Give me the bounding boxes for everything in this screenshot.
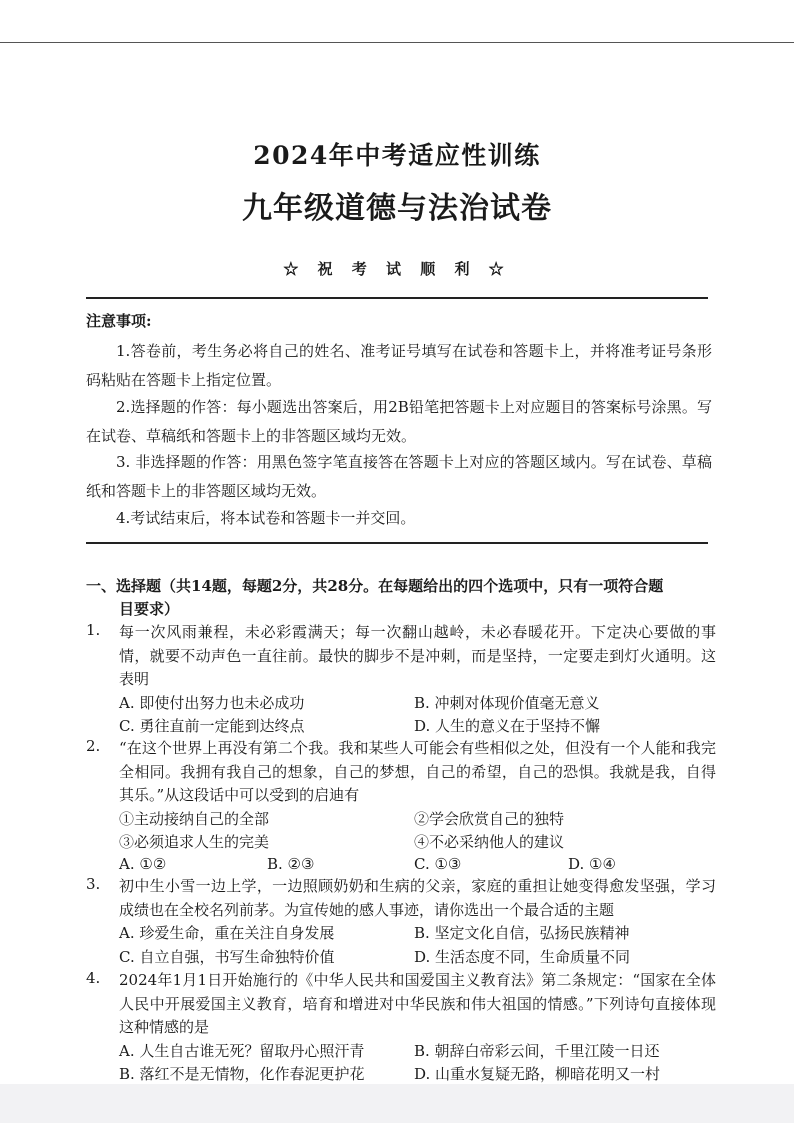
statement-3: ③必须追求人生的完美: [119, 833, 270, 851]
option-b: B. ②③: [267, 854, 315, 873]
option-a: A. 即使付出努力也未必成功: [119, 693, 305, 712]
option-c: C. 自立自强，书写生命独特价值: [119, 947, 335, 966]
question-stem: 初中生小雪一边上学，一边照顾奶奶和生病的父亲，家庭的重担让她变得愈发坚强，学习成绩也在全校名列前茅。为宣传她的感人事迹，请你选出一个最合适的主题: [119, 877, 716, 919]
option-c: C. ①③: [414, 854, 462, 873]
question-stem: 2024年1月1日开始施行的《中华人民共和国爱国主义教育法》第二条规定：“国家在全体人民中开展爱国主义教育，培育和增进对中华民族和伟大祖国的情感。”下列诗句直接体现这种情感的是: [119, 971, 716, 1036]
section-heading-line1: 一、选择题（共14题，每题2分，共28分。在每题给出的四个选项中，只有一项符合题: [86, 577, 664, 595]
option-a: A. ①②: [119, 854, 167, 873]
option-c: B. 落红不是无情物，化作春泥更护花: [119, 1065, 365, 1083]
exam-title: 2024年中考适应性训练: [253, 141, 541, 170]
question-4: [86, 969, 716, 1087]
question-3: [86, 875, 716, 969]
notice-item: 1.答卷前，考生务必将自己的姓名、准考证号填写在试卷和答题卡上，并将准考证号条形码粘贴在答题卡上指定位置。: [86, 342, 712, 389]
section-heading-line2: 目要求）: [119, 600, 180, 618]
option-a: A. 珍爱生命，重在关注自身发展: [119, 924, 335, 942]
top-border-line: [0, 42, 794, 43]
page-bottom-margin: [0, 1084, 794, 1123]
notice-heading: 注意事项:: [86, 312, 152, 330]
question-stem: “在这个世界上再没有第二个我。我和某些人可能会有些相似之处，但没有一个人能和我完全相同。我拥有我自己的想象，自己的梦想，自己的希望，自己的恐惧。我就是我，自得其乐。”从这段话中可以受到的启迪有: [119, 739, 716, 804]
option-d: D. 山重水复疑无路，柳暗花明又一村: [414, 1065, 661, 1083]
option-c: C. 勇往直前一定能到达终点: [119, 717, 305, 735]
option-b: B. 坚定文化自信，弘扬民族精神: [414, 924, 630, 942]
option-row: [119, 692, 716, 716]
option-b: B. 冲刺对体现价值毫无意义: [414, 693, 600, 712]
statement-row: [119, 831, 716, 855]
question-number: 2.: [86, 737, 101, 755]
notice-item: 2.选择题的作答：每小题选出答案后，用2B铅笔把答题卡上对应题目的答案标号涂黑。写在试卷、草稿纸和答题卡上的非答题区域均无效。: [86, 398, 712, 445]
statement-1: ①主动接纳自己的全部: [119, 809, 270, 828]
option-row: [119, 1040, 716, 1064]
question-stem: 每一次风雨兼程，未必彩霞满天；每一次翻山越岭，未必春暖花开。下定决心要做的事情，就要不动声色一直往前。最快的脚步不是冲刺，而是坚持，一定要走到灯火通明。这表明: [119, 623, 716, 688]
question-number: 1.: [86, 621, 101, 639]
option-b: B. 朝辞白帝彩云间，千里江陵一日还: [414, 1041, 660, 1060]
statement-2: ②学会欣赏自己的独特: [414, 809, 565, 828]
good-luck-banner: ☆ 祝 考 试 顺 利 ☆: [283, 260, 511, 278]
option-d: D. 生活态度不同，生命质量不同: [414, 947, 631, 966]
notice-item: 3. 非选择题的作答：用黑色签字笔直接答在答题卡上对应的答题区域内。写在试卷、草稿纸和答题卡上的非答题区域均无效。: [86, 453, 712, 500]
divider-bottom: [86, 542, 708, 544]
statement-4: ④不必采纳他人的建议: [414, 833, 565, 851]
option-d: D. ①④: [568, 854, 616, 873]
exam-subtitle: 九年级道德与法治试卷: [242, 191, 552, 226]
notice-item: 4.考试结束后，将本试卷和答题卡一并交回。: [116, 509, 416, 527]
option-row: [119, 715, 716, 739]
question-number: 4.: [86, 969, 101, 987]
option-row: [119, 922, 716, 946]
option-row: [119, 1063, 716, 1087]
divider-top: [86, 297, 708, 299]
question-number: 3.: [86, 875, 101, 893]
question-1: [86, 621, 716, 739]
option-row: [119, 946, 716, 970]
statement-row: [119, 808, 716, 832]
question-2: [86, 737, 716, 878]
option-a: A. 人生自古谁无死？留取丹心照汗青: [119, 1041, 365, 1060]
section-heading: [86, 575, 716, 621]
option-d: D. 人生的意义在于坚持不懈: [414, 717, 601, 735]
